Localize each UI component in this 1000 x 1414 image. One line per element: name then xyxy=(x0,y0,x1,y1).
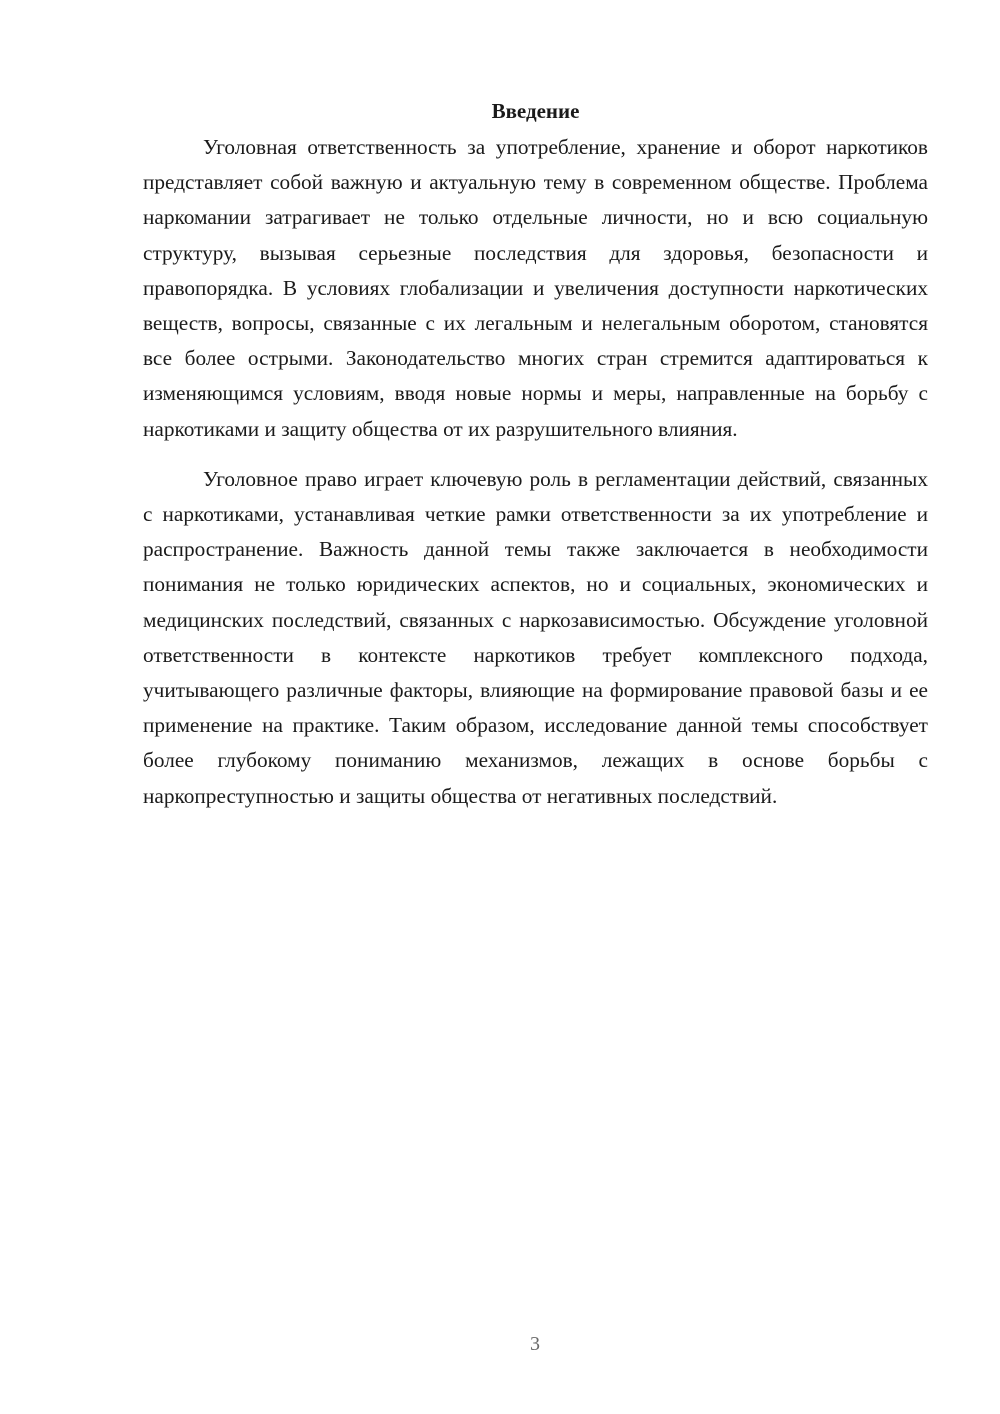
document-body xyxy=(143,94,928,814)
paragraph-1: Уголовная ответственность за употребление, хранение и оборот наркотиков представляет собой важную и актуальную тему в современном обществе. Проблема наркомании затрагивает не только отдельные личности, но и всю социальную структуру, вызывая серьезные последствия для здоровья, безопасности и правопорядка. В условиях глобализации и увеличения доступности наркотических веществ, вопросы, связанные с их легальным и нелегальным оборотом, становятся все более острыми. Законодательство многих стран стремится адаптироваться к изменяющимся условиям, вводя новые нормы и меры, направленные на борьбу с наркотиками и защиту общества от их разрушительного влияния. xyxy=(143,135,928,441)
page-number: 3 xyxy=(530,1333,540,1355)
section-heading: Введение xyxy=(491,99,580,123)
paragraph-2: Уголовное право играет ключевую роль в регламентации действий, связанных с наркотиками, устанавливая четкие рамки ответственности за их употребление и распространение. Важность данной темы также заключается в необходимости понимания не только юридических аспектов, но и социальных, экономических и медицинских последствий, связанных с наркозависимостью. Обсуждение уголовной ответственности в контексте наркотиков требует комплексного подхода, учитывающего различные факторы, влияющие на формирование правовой базы и ее применение на практике. Таким образом, исследование данной темы способствует более глубокому пониманию механизмов, лежащих в основе борьбы с наркопреступностью и защиты общества от негативных последствий. xyxy=(143,466,928,808)
